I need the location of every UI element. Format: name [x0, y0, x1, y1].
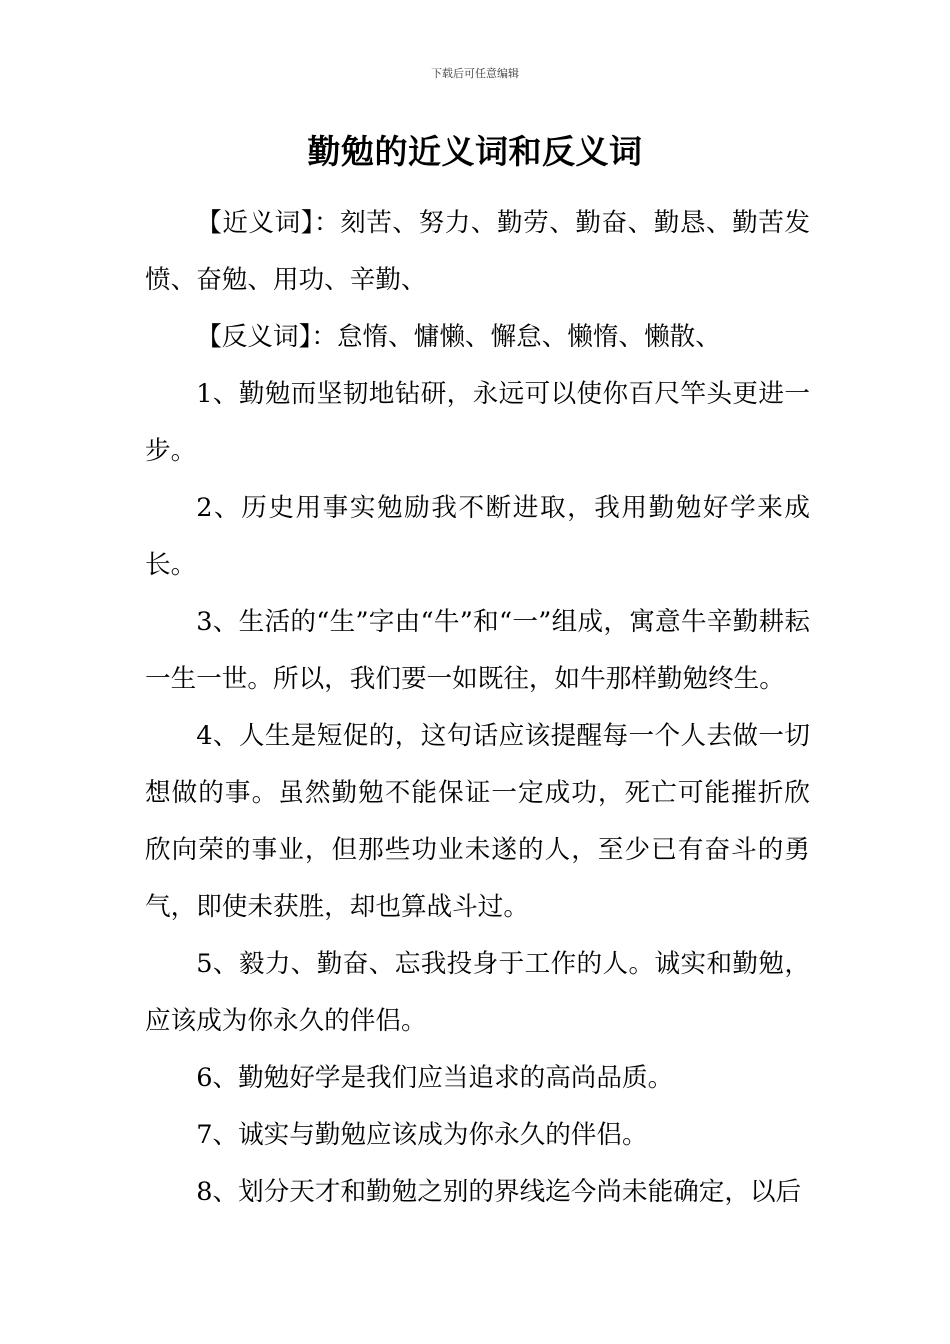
antonyms-paragraph: 【反义词】：怠惰、慵懒、懈怠、懒惰、懒散、 — [196, 322, 721, 352]
example-sentence-2: 2、历史用事实勉励我不断进取，我用勤勉好学来成长。 — [145, 493, 810, 580]
document-title: 勤勉的近义词和反义词 — [307, 132, 643, 171]
example-sentence-5: 5、毅力、勤奋、忘我投身于工作的人。诚实和勤勉，应该成为你永久的伴侣。 — [145, 949, 810, 1036]
example-sentence-1: 1、勤勉而坚韧地钻研，永远可以使你百尺竿头更进一步。 — [145, 379, 810, 466]
example-sentence-4: 4、人生是短促的，这句话应该提醒每一个人去做一切想做的事。虽然勤勉不能保证一定成功，死亡可能摧折欣欣向荣的事业，但那些功业未遂的人，至少已有奋斗的勇气，即使未获胜，却也算战斗过。 — [145, 721, 810, 922]
document-body — [145, 195, 810, 1221]
example-sentence-3: 3、生活的“生”字由“牛”和“一”组成，寓意牛辛勤耕耘一生一世。所以，我们要一如既往，如牛那样勤勉终生。 — [145, 607, 810, 694]
header-note: 下载后可任意编辑 — [431, 67, 519, 80]
example-sentence-8: 8、划分天才和勤勉之别的界线迄今尚未能确定，以后 — [196, 1177, 802, 1207]
synonyms-paragraph: 【近义词】：刻苦、努力、勤劳、勤奋、勤恳、勤苦发愤、奋勉、用功、辛勤、 — [145, 208, 810, 295]
example-sentence-7: 7、诚实与勤勉应该成为你永久的伴侣。 — [196, 1120, 648, 1150]
example-sentence-6: 6、勤勉好学是我们应当追求的高尚品质。 — [196, 1063, 674, 1093]
